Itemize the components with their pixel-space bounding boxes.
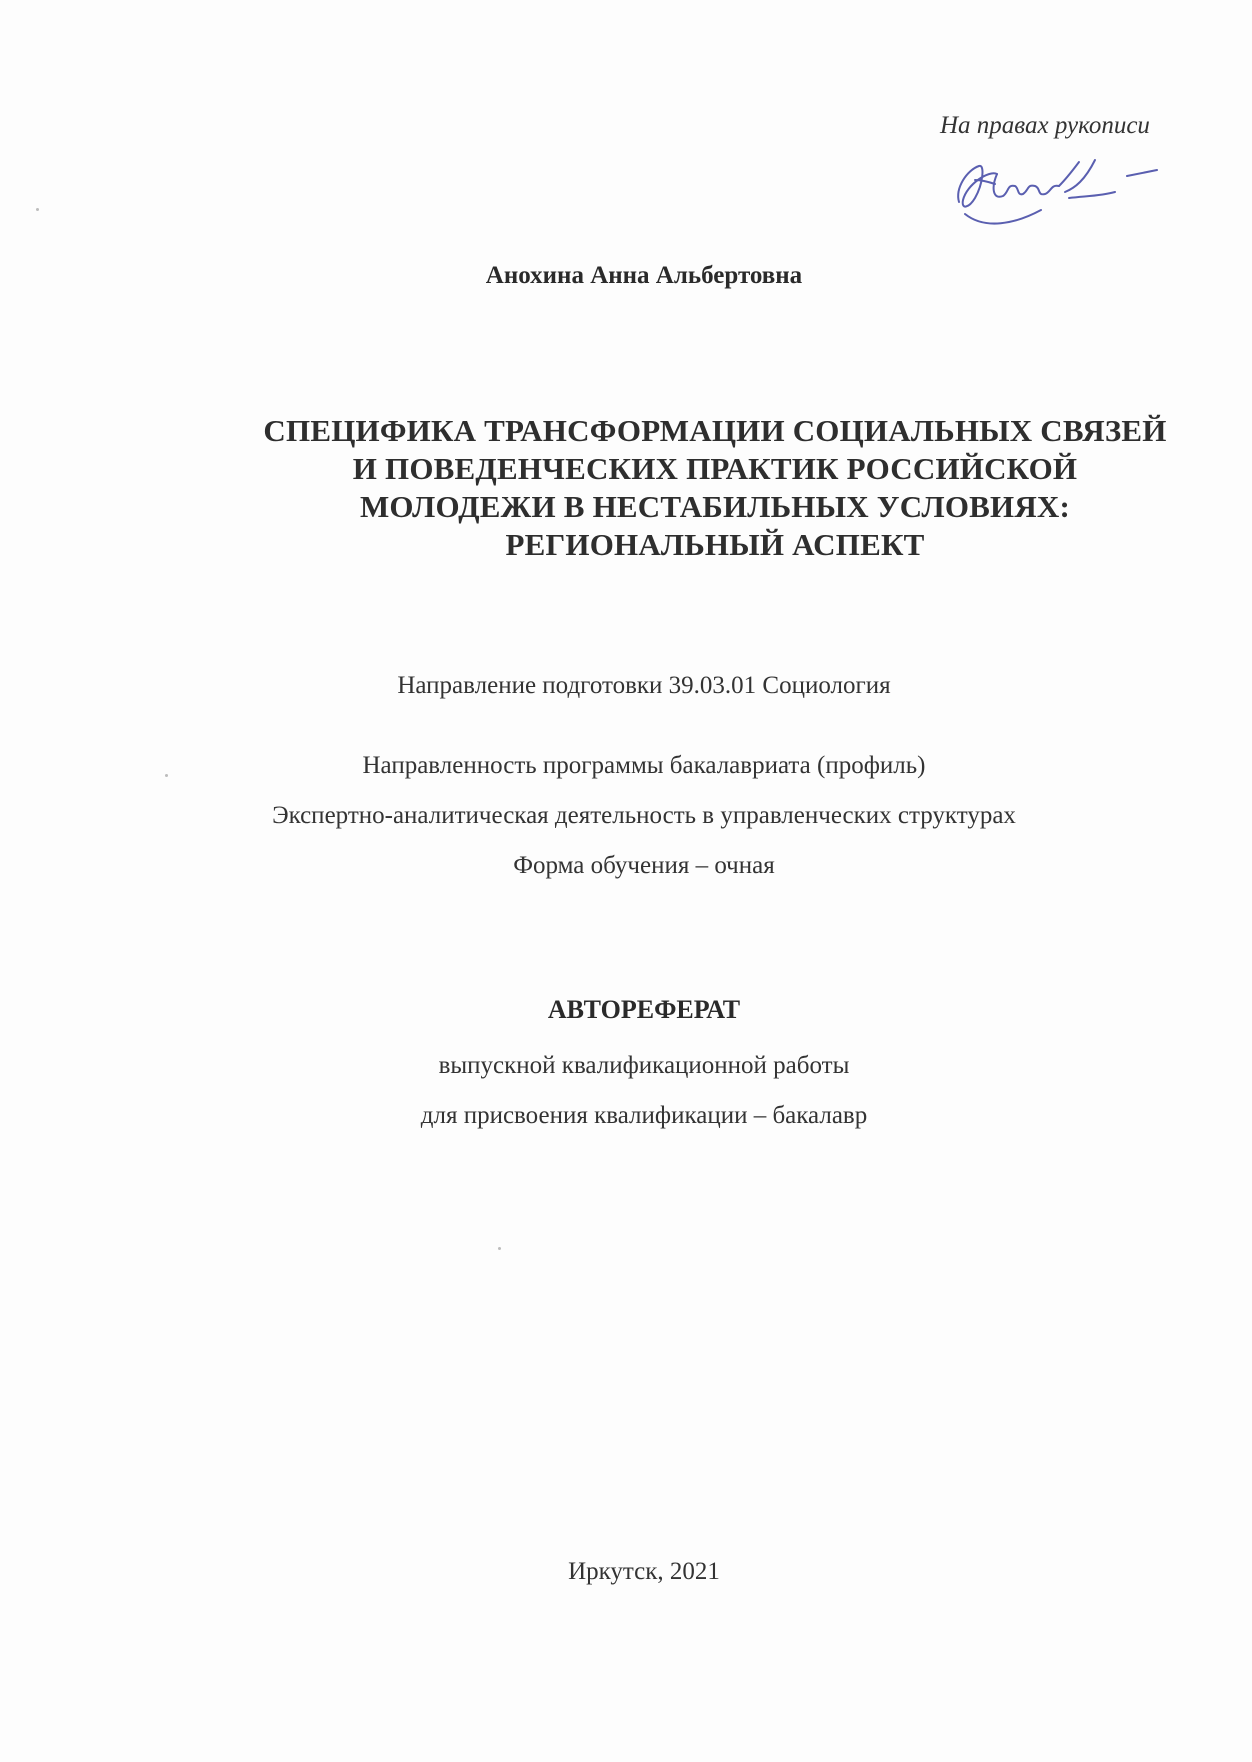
abstract-subtitle-line-1: выпускной квалификационной работы bbox=[438, 1052, 850, 1079]
manuscript-note: На правах рукописи bbox=[940, 112, 1150, 139]
study-direction: Направление подготовки 39.03.01 Социология bbox=[397, 672, 891, 699]
title-line: РЕГИОНАЛЬНЫЙ АСПЕКТ bbox=[505, 527, 925, 562]
title-line: СПЕЦИФИКА ТРАНСФОРМАЦИИ СОЦИАЛЬНЫХ СВЯЗЕЙ bbox=[263, 413, 1167, 448]
study-form: Форма обучения – очная bbox=[513, 852, 775, 879]
abstract-subtitle-line-2: для присвоения квалификации – бакалавр bbox=[420, 1102, 868, 1129]
signature-icon bbox=[945, 140, 1175, 240]
scan-speck bbox=[36, 208, 39, 211]
author-name: Анохина Анна Альбертовна bbox=[485, 262, 803, 289]
title-line: И ПОВЕДЕНЧЕСКИХ ПРАКТИК РОССИЙСКОЙ bbox=[352, 451, 1078, 486]
thesis-title bbox=[215, 412, 1215, 564]
scan-speck bbox=[165, 774, 168, 777]
place-and-year: Иркутск, 2021 bbox=[568, 1558, 720, 1585]
abstract-heading: АВТОРЕФЕРАТ bbox=[547, 995, 741, 1024]
program-profile-name: Экспертно-аналитическая деятельность в управленческих структурах bbox=[272, 802, 1016, 829]
program-profile-label: Направленность программы бакалавриата (профиль) bbox=[362, 752, 926, 779]
scan-speck bbox=[498, 1247, 501, 1250]
title-line: МОЛОДЕЖИ В НЕСТАБИЛЬНЫХ УСЛОВИЯХ: bbox=[359, 489, 1071, 524]
